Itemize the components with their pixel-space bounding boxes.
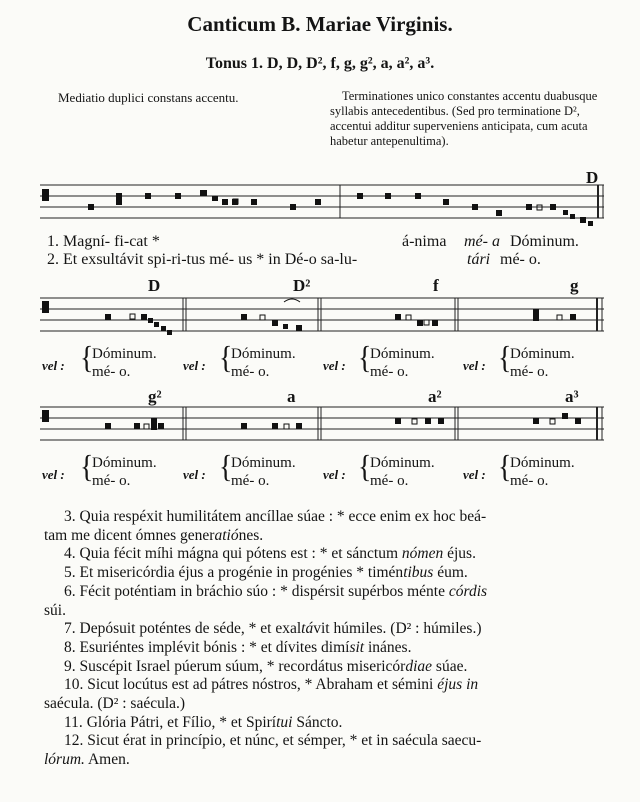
vel-option: Dóminum. mé- o. [92,346,157,380]
termination-label: D [148,276,161,295]
brace-icon: { [358,449,372,486]
verse-12-cont: lórum. Amen. [44,751,130,769]
staff-1 [40,183,610,235]
termination-label: g² [148,387,162,406]
brace-icon: { [219,449,233,486]
termination-label: D [586,168,599,187]
verse-9: 9. Suscépit Israel púerum súum, * recordátus misericórdiae súae. [64,657,468,675]
vel-option: Dóminum. mé- o. [92,455,157,489]
verse-10-cont: saécula. (D² : saécula.) [44,695,186,713]
vel-label: vel : [323,467,346,482]
verse-6: 6. Fécit poténtiam in bráchio súo : * dispérsit supérbos ménte córdis [64,582,488,600]
lyric-verse-2a: 2. Et exsultávit spi-ri-tus mé- us * in Dé-o sa-lu- [47,251,358,268]
termination-label: a [287,387,296,406]
vel-option: Dóminum. mé- o. [510,346,575,380]
page-title: Canticum B. Mariae Virginis. [187,12,453,36]
verse-3-cont: tam me dicent ómnes generatiónes. [44,526,264,544]
termination-label: f [433,276,439,295]
lyric-verse-1d: Dóminum. [510,233,579,250]
vel-label: vel : [42,358,65,373]
verse-11: 11. Glória Pátri, et Fílio, * et Spirítui Sáncto. [64,713,343,731]
vel-option: Dóminum. mé- o. [370,346,435,380]
verse-3: 3. Quia respéxit humilitátem ancíllae súae : * ecce enim ex hoc beá- [64,508,487,525]
staff-3 [40,405,610,449]
mediatio-note: Mediatio duplici constans accentu. [58,90,239,105]
vel-option: Dóminum. mé- o. [510,455,575,489]
termination-label: a² [428,387,442,406]
vel-label: vel : [323,358,346,373]
lyric-verse-1a: 1. Magní- fi-cat * [47,233,160,250]
verse-6-cont: súi. [44,601,66,619]
staff-2 [40,296,610,340]
vel-label: vel : [42,467,65,482]
vel-label: vel : [463,467,486,482]
vel-option: Dóminum. mé- o. [231,455,296,489]
verse-10: 10. Sicut locútus est ad pátres nóstros, * Abraham et sémini éjus in [64,676,479,694]
termination-label: D² [293,276,311,295]
brace-icon: { [358,340,372,377]
vel-option: Dóminum. mé- o. [370,455,435,489]
verse-4: 4. Quia fécit míhi mágna qui pótens est : * et sánctum nómen éjus. [64,545,476,563]
lyric-verse-1b: á-nima [402,233,447,250]
verse-7: 7. Depósuit poténtes de séde, * et exaltávit húmiles. (D² : húmiles.) [64,620,482,638]
brace-icon: { [498,340,512,377]
brace-icon: { [498,449,512,486]
verse-5: 5. Et misericórdia éjus a progénie in progénies * timéntibus éum. [64,564,468,582]
verse-12: 12. Sicut érat in princípio, et núnc, et sémper, * et in saécula saecu- [64,732,482,750]
terminationes-note: Terminationes unico constantes accentu duabusque syllabis antecedentibus. (Sed pro terminatione D², accentui additur superveniens anticipata, cum acuta habetur antepenultima). [330,89,598,148]
lyric-verse-1c: mé- a [464,233,500,250]
vel-option: Dóminum. mé- o. [231,346,296,380]
termination-label: g [570,276,579,295]
brace-icon: { [80,449,94,486]
lyric-verse-2c: mé- o. [500,251,541,268]
termination-label: a³ [565,387,579,406]
brace-icon: { [219,340,233,377]
vel-label: vel : [463,358,486,373]
verse-8: 8. Esuriéntes implévit bónis : * et dívites dimísit inánes. [64,638,412,656]
vel-label: vel : [183,358,206,373]
brace-icon: { [80,340,94,377]
verse-list [44,508,604,770]
lyric-verse-2b: tári [467,251,491,268]
tonus-line: Tonus 1. D, D, D², f, g, g², a, a², a³. [205,55,435,72]
vel-label: vel : [183,467,206,482]
